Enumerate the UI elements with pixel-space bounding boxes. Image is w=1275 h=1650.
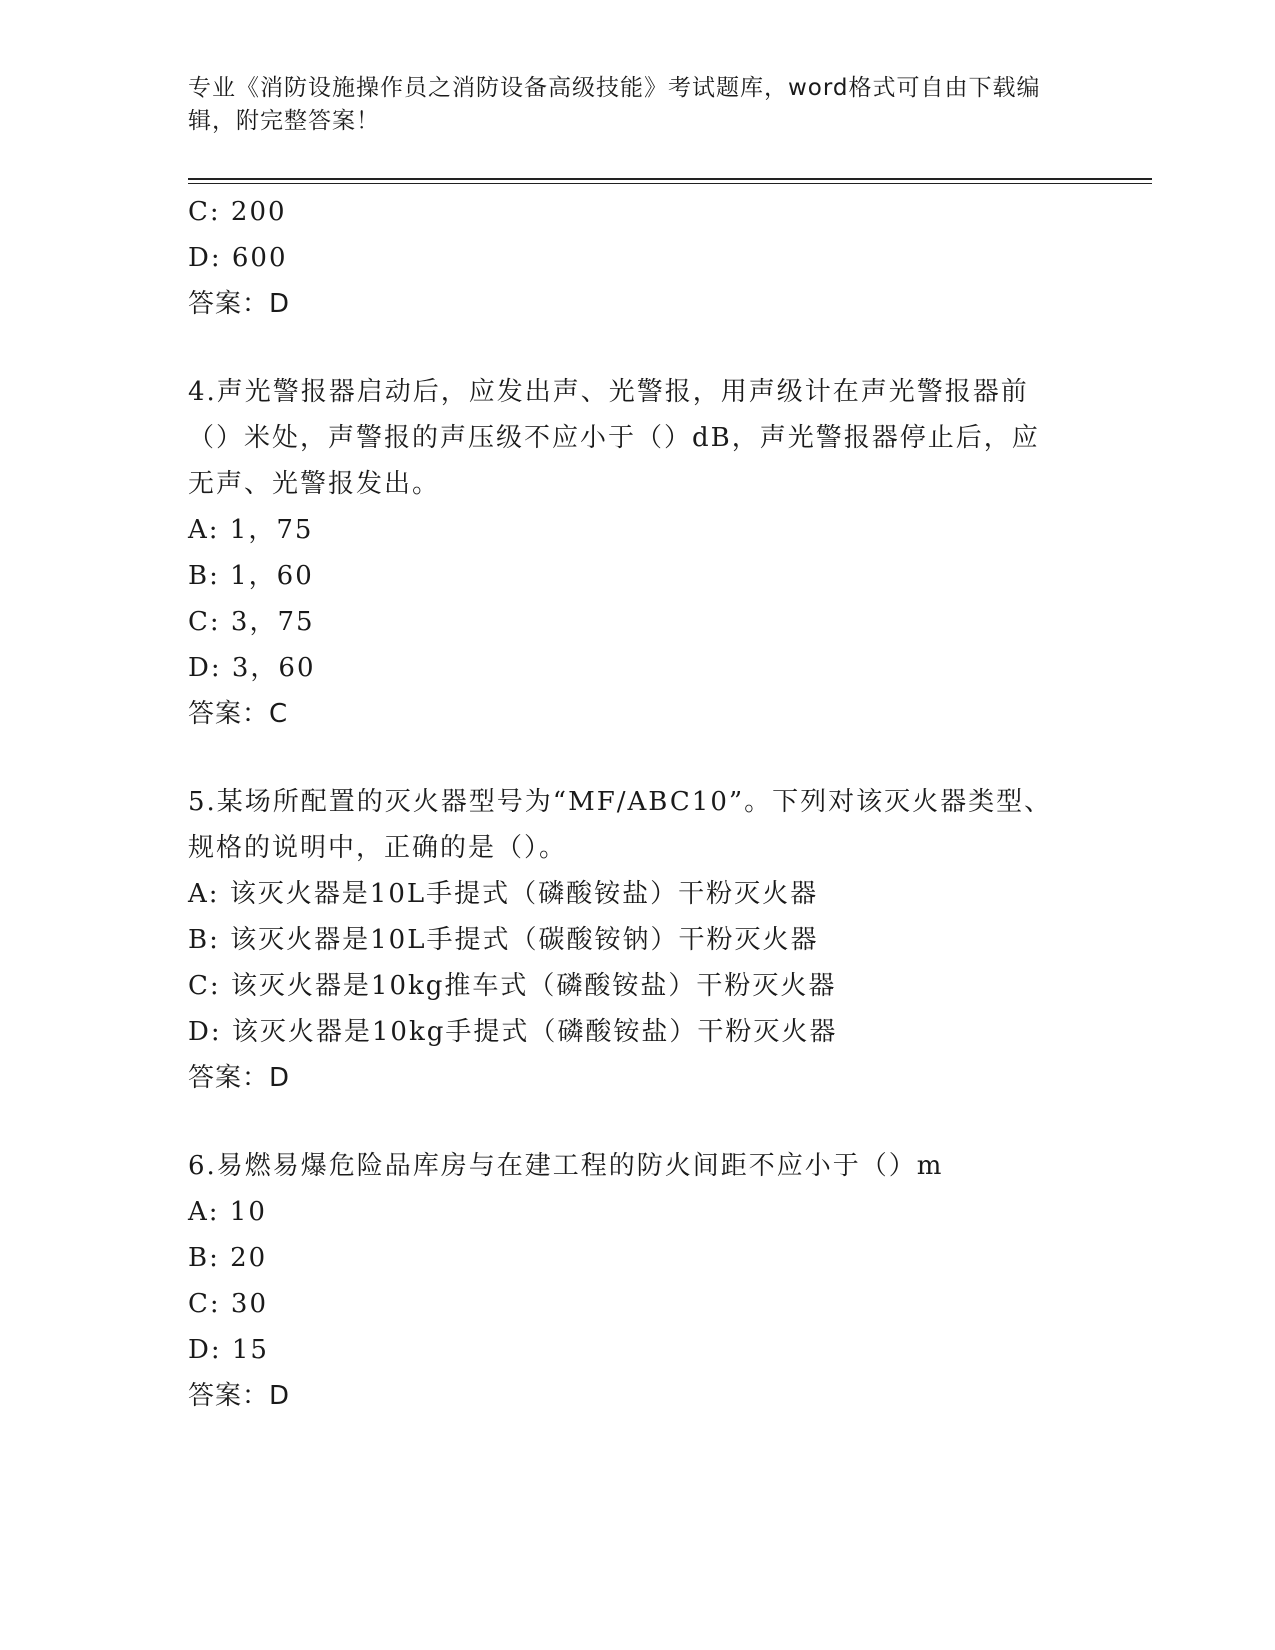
option-line: A: 该灭火器是10L手提式（磷酸铵盐）干粉灭火器 (188, 879, 819, 909)
option-line: C: 200 (188, 197, 287, 227)
option-line: B: 1，60 (188, 561, 314, 591)
option-line: D: 3，60 (188, 653, 316, 683)
option-line: D: 该灭火器是10kg手提式（磷酸铵盐）干粉灭火器 (188, 1017, 838, 1047)
option-line: D: 600 (188, 243, 288, 273)
option-line: A: 10 (188, 1197, 267, 1227)
question-stem-line: 无声、光警报发出。 (188, 469, 441, 499)
option-line: C: 3，75 (188, 607, 315, 637)
question-stem-line: 规格的说明中，正确的是（）。 (188, 833, 568, 863)
question-stem-line: 4.声光警报器启动后，应发出声、光警报，用声级计在声光警报器前 (188, 377, 1029, 407)
question-stem-line: （）米处，声警报的声压级不应小于（）dB，声光警报器停止后，应 (188, 423, 1040, 453)
header-rule-thin (188, 183, 1152, 184)
option-line: A: 1，75 (188, 515, 314, 545)
header-rule-thick (188, 178, 1152, 180)
answer-line: 答案：C (188, 699, 289, 729)
answer-line: 答案：D (188, 1063, 291, 1093)
option-line: B: 20 (188, 1243, 268, 1273)
question-content (188, 189, 1088, 1419)
answer-line: 答案：D (188, 289, 291, 319)
option-line: B: 该灭火器是10L手提式（碳酸铵钠）干粉灭火器 (188, 925, 819, 955)
option-line: D: 15 (188, 1335, 269, 1365)
question-stem-line: 6.易燃易爆危险品库房与在建工程的防火间距不应小于（）m (188, 1151, 944, 1181)
document-header: 专业《消防设施操作员之消防设备高级技能》考试题库，word格式可自由下载编辑，附完整答案！ (188, 75, 1041, 134)
question-stem-line: 5.某场所配置的灭火器型号为“MF/ABC10”。下列对该灭火器类型、 (188, 787, 1053, 817)
answer-line: 答案：D (188, 1381, 291, 1411)
option-line: C: 该灭火器是10kg推车式（磷酸铵盐）干粉灭火器 (188, 971, 837, 1001)
option-line: C: 30 (188, 1289, 269, 1319)
